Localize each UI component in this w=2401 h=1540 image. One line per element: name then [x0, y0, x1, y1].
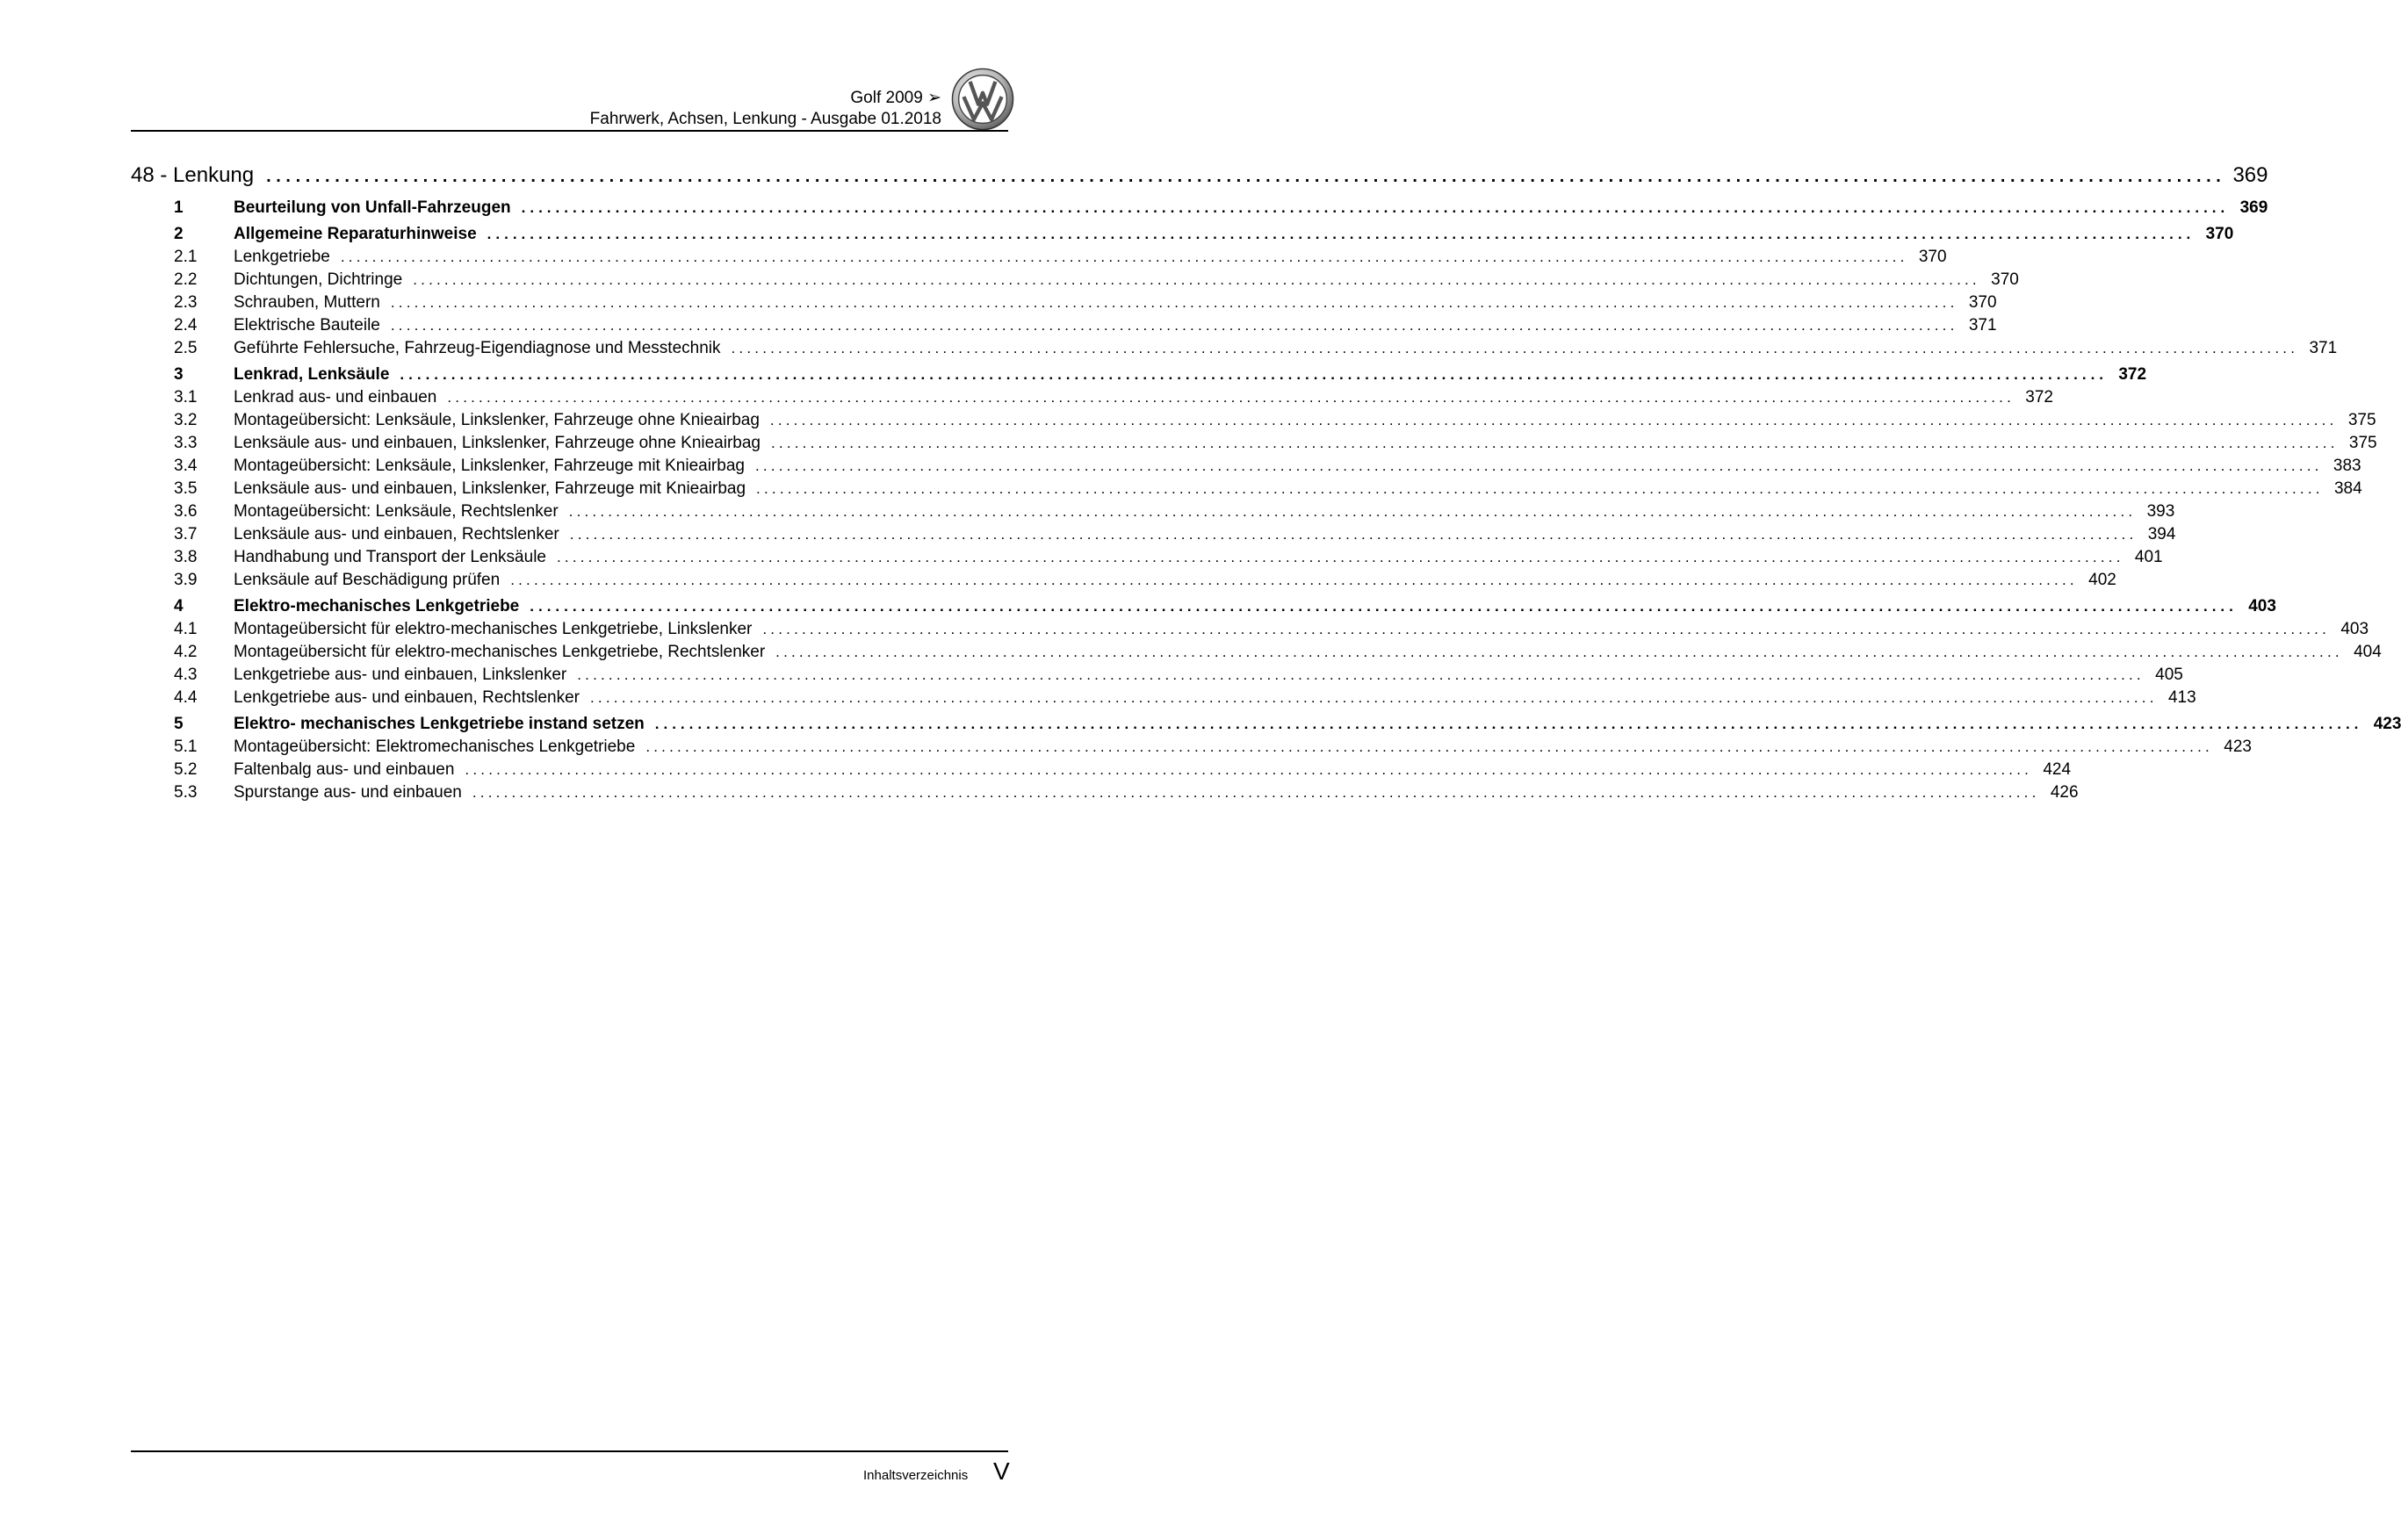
toc-chapter-entry[interactable] — [131, 597, 2276, 620]
toc-entry-number: 4.3 — [174, 666, 198, 684]
dot-leader: ........................................................................................................................................................................................................ — [465, 761, 2033, 778]
toc-entry-title: Schrauben, Muttern — [234, 293, 380, 312]
toc-entry-page: 383 — [2333, 457, 2361, 475]
toc-section-entry[interactable] — [131, 548, 2163, 571]
toc-entry-page: 370 — [2205, 225, 2234, 243]
toc-entry-number: 2.4 — [174, 316, 198, 335]
toc-entry-page: 371 — [2309, 339, 2338, 357]
toc-entry-page: 423 — [2373, 715, 2401, 733]
toc-entry-title: Dichtungen, Dichtringe — [234, 270, 403, 289]
toc-entry-number: 3.7 — [174, 525, 198, 543]
footer-label: Inhaltsverzeichnis — [863, 1468, 969, 1483]
table-of-contents — [131, 163, 2401, 806]
toc-entry-page: 369 — [2239, 198, 2268, 217]
dot-leader: ........................................................................................................................................................................................................ — [390, 294, 1958, 311]
toc-section-entry[interactable] — [131, 270, 2019, 293]
dot-leader: ........................................................................................................................................................................................................ — [654, 716, 2363, 732]
toc-entry-page: 423 — [2224, 738, 2252, 756]
toc-section-entry[interactable] — [131, 411, 2376, 434]
toc-section-entry[interactable] — [131, 620, 2369, 643]
footer-page-number: V — [993, 1457, 1010, 1485]
toc-entry-page: 424 — [2043, 760, 2072, 779]
toc-section-entry[interactable] — [131, 666, 2183, 688]
toc-entries — [131, 198, 2401, 806]
header-model: Golf 2009 ➢ — [850, 89, 941, 107]
toc-section-entry[interactable] — [131, 434, 2377, 457]
dot-leader: ........................................................................................................................................................................................................ — [266, 167, 2226, 186]
toc-entry-title: Allgemeine Reparaturhinweise — [234, 225, 477, 243]
toc-chapter-entry[interactable] — [131, 715, 2401, 738]
toc-entry-number: 2 — [174, 225, 184, 243]
footer-divider — [131, 1450, 1008, 1452]
toc-entry-page: 393 — [2146, 502, 2175, 521]
toc-entry-number: 3.9 — [174, 571, 198, 589]
toc-entry-page: 370 — [1991, 270, 2019, 289]
toc-entry-page: 401 — [2134, 548, 2163, 566]
vw-logo-icon — [951, 68, 1014, 131]
dot-leader: ........................................................................................................................................................................................................ — [487, 226, 2196, 242]
toc-section-entry[interactable] — [131, 479, 2362, 502]
dot-leader: ........................................................................................................................................................................................................ — [400, 366, 2109, 383]
toc-entry-title: Montageübersicht: Lenksäule, Linkslenker, Fahrzeuge mit Knieairbag — [234, 457, 745, 475]
dot-leader: ........................................................................................................................................................................................................ — [390, 317, 1958, 334]
toc-entry-page: 403 — [2340, 620, 2369, 638]
toc-entry-page: 372 — [2025, 388, 2053, 407]
toc-entry-title: Geführte Fehlersuche, Fahrzeug-Eigendiagnose und Messtechnik — [234, 339, 721, 357]
dot-leader: ........................................................................................................................................................................................................ — [568, 503, 2137, 520]
toc-entry-page: 372 — [2118, 365, 2147, 384]
toc-entry-number: 3.8 — [174, 548, 198, 566]
toc-entry-number: 3.5 — [174, 479, 198, 498]
toc-entry-number: 3.3 — [174, 434, 198, 452]
dot-leader: ........................................................................................................................................................................................................ — [447, 389, 2015, 406]
toc-entry-number: 5.1 — [174, 738, 198, 756]
dot-leader: ........................................................................................................................................................................................................ — [645, 738, 2213, 755]
toc-chapter-entry[interactable] — [131, 365, 2147, 388]
toc-entry-page: 403 — [2248, 597, 2276, 615]
toc-part-title: 48 - Lenkung — [131, 163, 255, 187]
toc-entry-page: 375 — [2347, 411, 2376, 429]
toc-entry-number: 5.2 — [174, 760, 198, 779]
toc-section-entry[interactable] — [131, 688, 2196, 711]
toc-entry-title: Montageübersicht für elektro-mechanisches Lenkgetriebe, Rechtslenker — [234, 643, 766, 661]
toc-entry-title: Elektro-mechanisches Lenkgetriebe — [234, 597, 520, 615]
dot-leader: ........................................................................................................................................................................................................ — [754, 457, 2323, 474]
toc-section-entry[interactable] — [131, 388, 2053, 411]
toc-section-entry[interactable] — [131, 248, 1947, 270]
dot-leader: ........................................................................................................................................................................................................ — [762, 621, 2331, 637]
toc-entry-title: Lenkrad aus- und einbauen — [234, 388, 437, 407]
toc-entry-title: Montageübersicht: Lenksäule, Linkslenker, Fahrzeuge ohne Knieairbag — [234, 411, 760, 429]
toc-section-entry[interactable] — [131, 293, 1997, 316]
toc-entry-number: 4.2 — [174, 643, 198, 661]
toc-section-entry[interactable] — [131, 502, 2175, 525]
toc-entry-page: 402 — [2088, 571, 2116, 589]
toc-entry-page: 405 — [2155, 666, 2183, 684]
dot-leader: ........................................................................................................................................................................................................ — [530, 598, 2238, 615]
toc-chapter-entry[interactable] — [131, 198, 2268, 221]
dot-leader: ........................................................................................................................................................................................................ — [770, 435, 2339, 451]
toc-entry-number: 3 — [174, 365, 184, 384]
toc-entry-title: Lenksäule aus- und einbauen, Rechtslenker — [234, 525, 559, 543]
toc-entry-title: Montageübersicht: Elektromechanisches Lenkgetriebe — [234, 738, 636, 756]
dot-leader: ........................................................................................................................................................................................................ — [556, 549, 2124, 565]
toc-section-entry[interactable] — [131, 525, 2176, 548]
toc-entry-page: 413 — [2167, 688, 2196, 707]
toc-entry-title: Montageübersicht für elektro-mechanisches Lenkgetriebe, Linkslenker — [234, 620, 753, 638]
toc-entry-number: 2.3 — [174, 293, 198, 312]
toc-entry-page: 404 — [2354, 643, 2382, 661]
toc-entry-page: 394 — [2147, 525, 2176, 543]
toc-entry-title: Lenkrad, Lenksäule — [234, 365, 390, 384]
toc-part-page: 369 — [2232, 163, 2268, 187]
toc-entry-number: 5 — [174, 715, 184, 733]
toc-entry-number: 2.1 — [174, 248, 198, 266]
toc-section-entry[interactable] — [131, 760, 2072, 783]
toc-entry-page: 370 — [1918, 248, 1947, 266]
toc-section-entry[interactable] — [131, 738, 2252, 760]
dot-leader: ........................................................................................................................................................................................................ — [413, 271, 1980, 288]
toc-entry-title: Lenkgetriebe aus- und einbauen, Rechtslenker — [234, 688, 580, 707]
toc-entry-title: Beurteilung von Unfall-Fahrzeugen — [234, 198, 511, 217]
toc-entry-number: 3.2 — [174, 411, 198, 429]
toc-section-entry[interactable] — [131, 643, 2382, 666]
toc-entry-title: Montageübersicht: Lenksäule, Rechtslenker — [234, 502, 559, 521]
toc-entry-title: Spurstange aus- und einbauen — [234, 783, 462, 802]
toc-entry-number: 5.3 — [174, 783, 198, 802]
toc-entry-number: 2.2 — [174, 270, 198, 289]
header-divider — [131, 130, 1008, 132]
toc-chapter-entry[interactable] — [131, 225, 2234, 248]
dot-leader: ........................................................................................................................................................................................................ — [775, 644, 2343, 660]
toc-entry-title: Lenksäule aus- und einbauen, Linkslenker, Fahrzeuge ohne Knieairbag — [234, 434, 761, 452]
toc-section-entry[interactable] — [131, 457, 2361, 479]
toc-entry-number: 3.4 — [174, 457, 198, 475]
dot-leader: ........................................................................................................................................................................................................ — [472, 784, 2040, 801]
dot-leader: ........................................................................................................................................................................................................ — [731, 340, 2299, 356]
toc-entry-title: Faltenbalg aus- und einbauen — [234, 760, 455, 779]
toc-entry-page: 371 — [1968, 316, 1997, 335]
toc-entry-number: 2.5 — [174, 339, 198, 357]
dot-leader: ........................................................................................................................................................................................................ — [590, 689, 2158, 706]
toc-entry-title: Lenkgetriebe — [234, 248, 330, 266]
toc-entry-number: 3.1 — [174, 388, 198, 407]
toc-entry-number: 1 — [174, 198, 184, 217]
toc-entry-page: 384 — [2333, 479, 2362, 498]
toc-part-heading[interactable] — [131, 163, 2268, 195]
toc-entry-number: 4.4 — [174, 688, 198, 707]
toc-entry-title: Lenkgetriebe aus- und einbauen, Linkslenker — [234, 666, 567, 684]
toc-entry-title: Elektrische Bauteile — [234, 316, 380, 335]
dot-leader: ........................................................................................................................................................................................................ — [510, 572, 2078, 588]
toc-entry-page: 375 — [2348, 434, 2377, 452]
toc-entry-page: 370 — [1968, 293, 1997, 312]
toc-entry-number: 3.6 — [174, 502, 198, 521]
header-subtitle: Fahrwerk, Achsen, Lenkung - Ausgabe 01.2018 — [589, 110, 941, 128]
toc-section-entry[interactable] — [131, 571, 2116, 594]
toc-entry-title: Elektro- mechanisches Lenkgetriebe instand setzen — [234, 715, 645, 733]
dot-leader: ........................................................................................................................................................................................................ — [521, 199, 2230, 216]
toc-section-entry[interactable] — [131, 316, 1997, 339]
toc-entry-number: 4.1 — [174, 620, 198, 638]
dot-leader: ........................................................................................................................................................................................................ — [769, 412, 2338, 428]
toc-entry-page: 426 — [2050, 783, 2079, 802]
dot-leader: ........................................................................................................................................................................................................ — [756, 480, 2324, 497]
dot-leader: ........................................................................................................................................................................................................ — [340, 248, 1908, 265]
toc-section-entry[interactable] — [131, 783, 2079, 806]
dot-leader: ........................................................................................................................................................................................................ — [569, 526, 2138, 543]
toc-entry-title: Handhabung und Transport der Lenksäule — [234, 548, 546, 566]
toc-section-entry[interactable] — [131, 339, 2338, 362]
dot-leader: ........................................................................................................................................................................................................ — [577, 666, 2145, 683]
toc-entry-title: Lenksäule auf Beschädigung prüfen — [234, 571, 501, 589]
toc-entry-title: Lenksäule aus- und einbauen, Linkslenker, Fahrzeuge mit Knieairbag — [234, 479, 746, 498]
toc-entry-number: 4 — [174, 597, 184, 615]
